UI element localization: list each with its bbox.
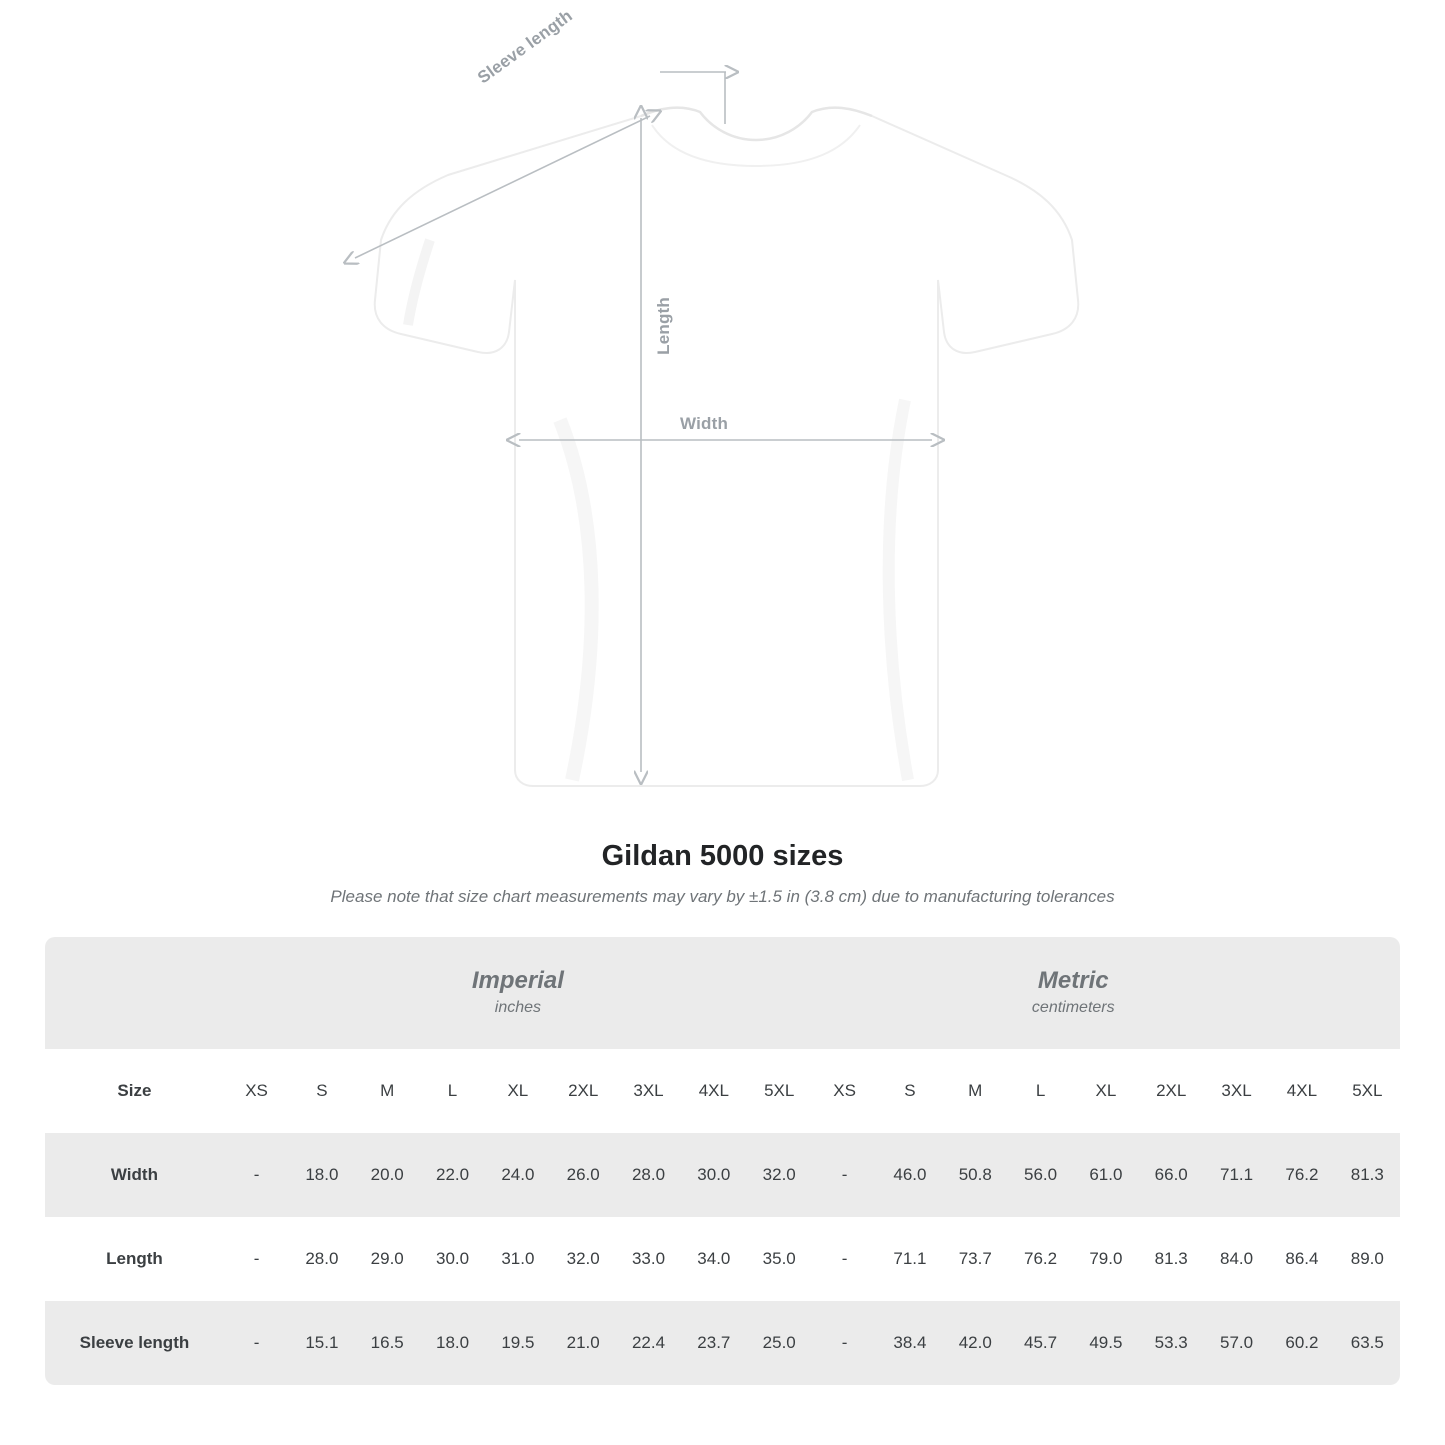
- cell: 81.3: [1139, 1217, 1204, 1301]
- cell: -: [812, 1217, 877, 1301]
- size-header-cell: XL: [1073, 1049, 1138, 1133]
- cell: 38.4: [877, 1301, 942, 1385]
- cell: 71.1: [1204, 1133, 1269, 1217]
- cell: 73.7: [943, 1217, 1008, 1301]
- row-label-width: Width: [45, 1133, 224, 1217]
- table-row: [45, 1301, 1400, 1385]
- unit-header-row: [45, 937, 1400, 1049]
- cell: 45.7: [1008, 1301, 1073, 1385]
- row-label-length: Length: [45, 1217, 224, 1301]
- cell: 35.0: [747, 1217, 812, 1301]
- cell: 25.0: [747, 1301, 812, 1385]
- unit-header-spacer: [45, 937, 224, 1049]
- size-header-cell: XS: [224, 1049, 289, 1133]
- unit-group-imperial: [224, 937, 812, 1049]
- cell: -: [812, 1301, 877, 1385]
- size-header-cell: 4XL: [681, 1049, 746, 1133]
- cell: 57.0: [1204, 1301, 1269, 1385]
- cell: 21.0: [551, 1301, 616, 1385]
- size-header-cell: 2XL: [1139, 1049, 1204, 1133]
- cell: 22.4: [616, 1301, 681, 1385]
- size-header-cell: 3XL: [616, 1049, 681, 1133]
- cell: 53.3: [1139, 1301, 1204, 1385]
- size-header-cell: 3XL: [1204, 1049, 1269, 1133]
- cell: 20.0: [355, 1133, 420, 1217]
- cell: 86.4: [1269, 1217, 1334, 1301]
- cell: 28.0: [289, 1217, 354, 1301]
- width-label: Width: [680, 414, 729, 433]
- length-label: Length: [654, 297, 673, 355]
- page-title: Gildan 5000 sizes: [601, 840, 844, 872]
- cell: -: [224, 1133, 289, 1217]
- size-header-row: [45, 1049, 1400, 1133]
- size-table: [45, 937, 1400, 1385]
- size-header-cell: XS: [812, 1049, 877, 1133]
- cell: 60.2: [1269, 1301, 1334, 1385]
- size-header-cell: XL: [485, 1049, 550, 1133]
- tshirt-shape: [375, 108, 1079, 786]
- cell: 33.0: [616, 1217, 681, 1301]
- unit-group-imperial-name: Imperial: [471, 967, 564, 994]
- unit-group-metric-sub: centimeters: [1031, 999, 1115, 1016]
- cell: 49.5: [1073, 1301, 1138, 1385]
- unit-group-metric: [812, 937, 1335, 1049]
- cell: 42.0: [943, 1301, 1008, 1385]
- cell: 71.1: [877, 1217, 942, 1301]
- table-row: [45, 1133, 1400, 1217]
- cell: 19.5: [485, 1301, 550, 1385]
- unit-group-metric-name: Metric: [1037, 967, 1109, 994]
- size-header-cell: S: [289, 1049, 354, 1133]
- cell: 18.0: [289, 1133, 354, 1217]
- cell: 56.0: [1008, 1133, 1073, 1217]
- unit-group-imperial-sub: inches: [494, 999, 542, 1016]
- cell: 23.7: [681, 1301, 746, 1385]
- cell: 81.3: [1335, 1133, 1400, 1217]
- table-row: [45, 1217, 1400, 1301]
- cell: 66.0: [1139, 1133, 1204, 1217]
- size-header-cell: L: [1008, 1049, 1073, 1133]
- cell: 32.0: [551, 1217, 616, 1301]
- cell: 50.8: [943, 1133, 1008, 1217]
- cell: 46.0: [877, 1133, 942, 1217]
- cell: 30.0: [681, 1133, 746, 1217]
- tolerance-note: Please note that size chart measurements may vary by ±1.5 in (3.8 cm) due to manufacturing tolerances: [330, 887, 1115, 906]
- size-header-cell: S: [877, 1049, 942, 1133]
- cell: -: [812, 1133, 877, 1217]
- cell: 34.0: [681, 1217, 746, 1301]
- unit-header-end-spacer: [1335, 937, 1400, 1049]
- size-header-cell: M: [943, 1049, 1008, 1133]
- cell: 79.0: [1073, 1217, 1138, 1301]
- cell: 29.0: [355, 1217, 420, 1301]
- row-label-sleeve-length: Sleeve length: [45, 1301, 224, 1385]
- cell: 76.2: [1269, 1133, 1334, 1217]
- cell: 32.0: [747, 1133, 812, 1217]
- cell: 61.0: [1073, 1133, 1138, 1217]
- cell: 15.1: [289, 1301, 354, 1385]
- cell: 89.0: [1335, 1217, 1400, 1301]
- cell: 26.0: [551, 1133, 616, 1217]
- size-header-cell: 2XL: [551, 1049, 616, 1133]
- cell: 24.0: [485, 1133, 550, 1217]
- cell: 16.5: [355, 1301, 420, 1385]
- cell: 63.5: [1335, 1301, 1400, 1385]
- cell: 30.0: [420, 1217, 485, 1301]
- size-header-cell: 5XL: [1335, 1049, 1400, 1133]
- cell: 76.2: [1008, 1217, 1073, 1301]
- size-table-wrapper: [45, 937, 1400, 1385]
- cell: -: [224, 1301, 289, 1385]
- cell: 18.0: [420, 1301, 485, 1385]
- cell: 31.0: [485, 1217, 550, 1301]
- size-header-label: Size: [45, 1049, 224, 1133]
- size-header-cell: 4XL: [1269, 1049, 1334, 1133]
- sleeve-length-label: Sleeve length: [474, 6, 576, 88]
- cell: 22.0: [420, 1133, 485, 1217]
- cell: 28.0: [616, 1133, 681, 1217]
- size-header-cell: 5XL: [747, 1049, 812, 1133]
- size-header-cell: L: [420, 1049, 485, 1133]
- size-header-cell: M: [355, 1049, 420, 1133]
- chart-title-block: [0, 840, 1445, 907]
- cell: 84.0: [1204, 1217, 1269, 1301]
- cell: -: [224, 1217, 289, 1301]
